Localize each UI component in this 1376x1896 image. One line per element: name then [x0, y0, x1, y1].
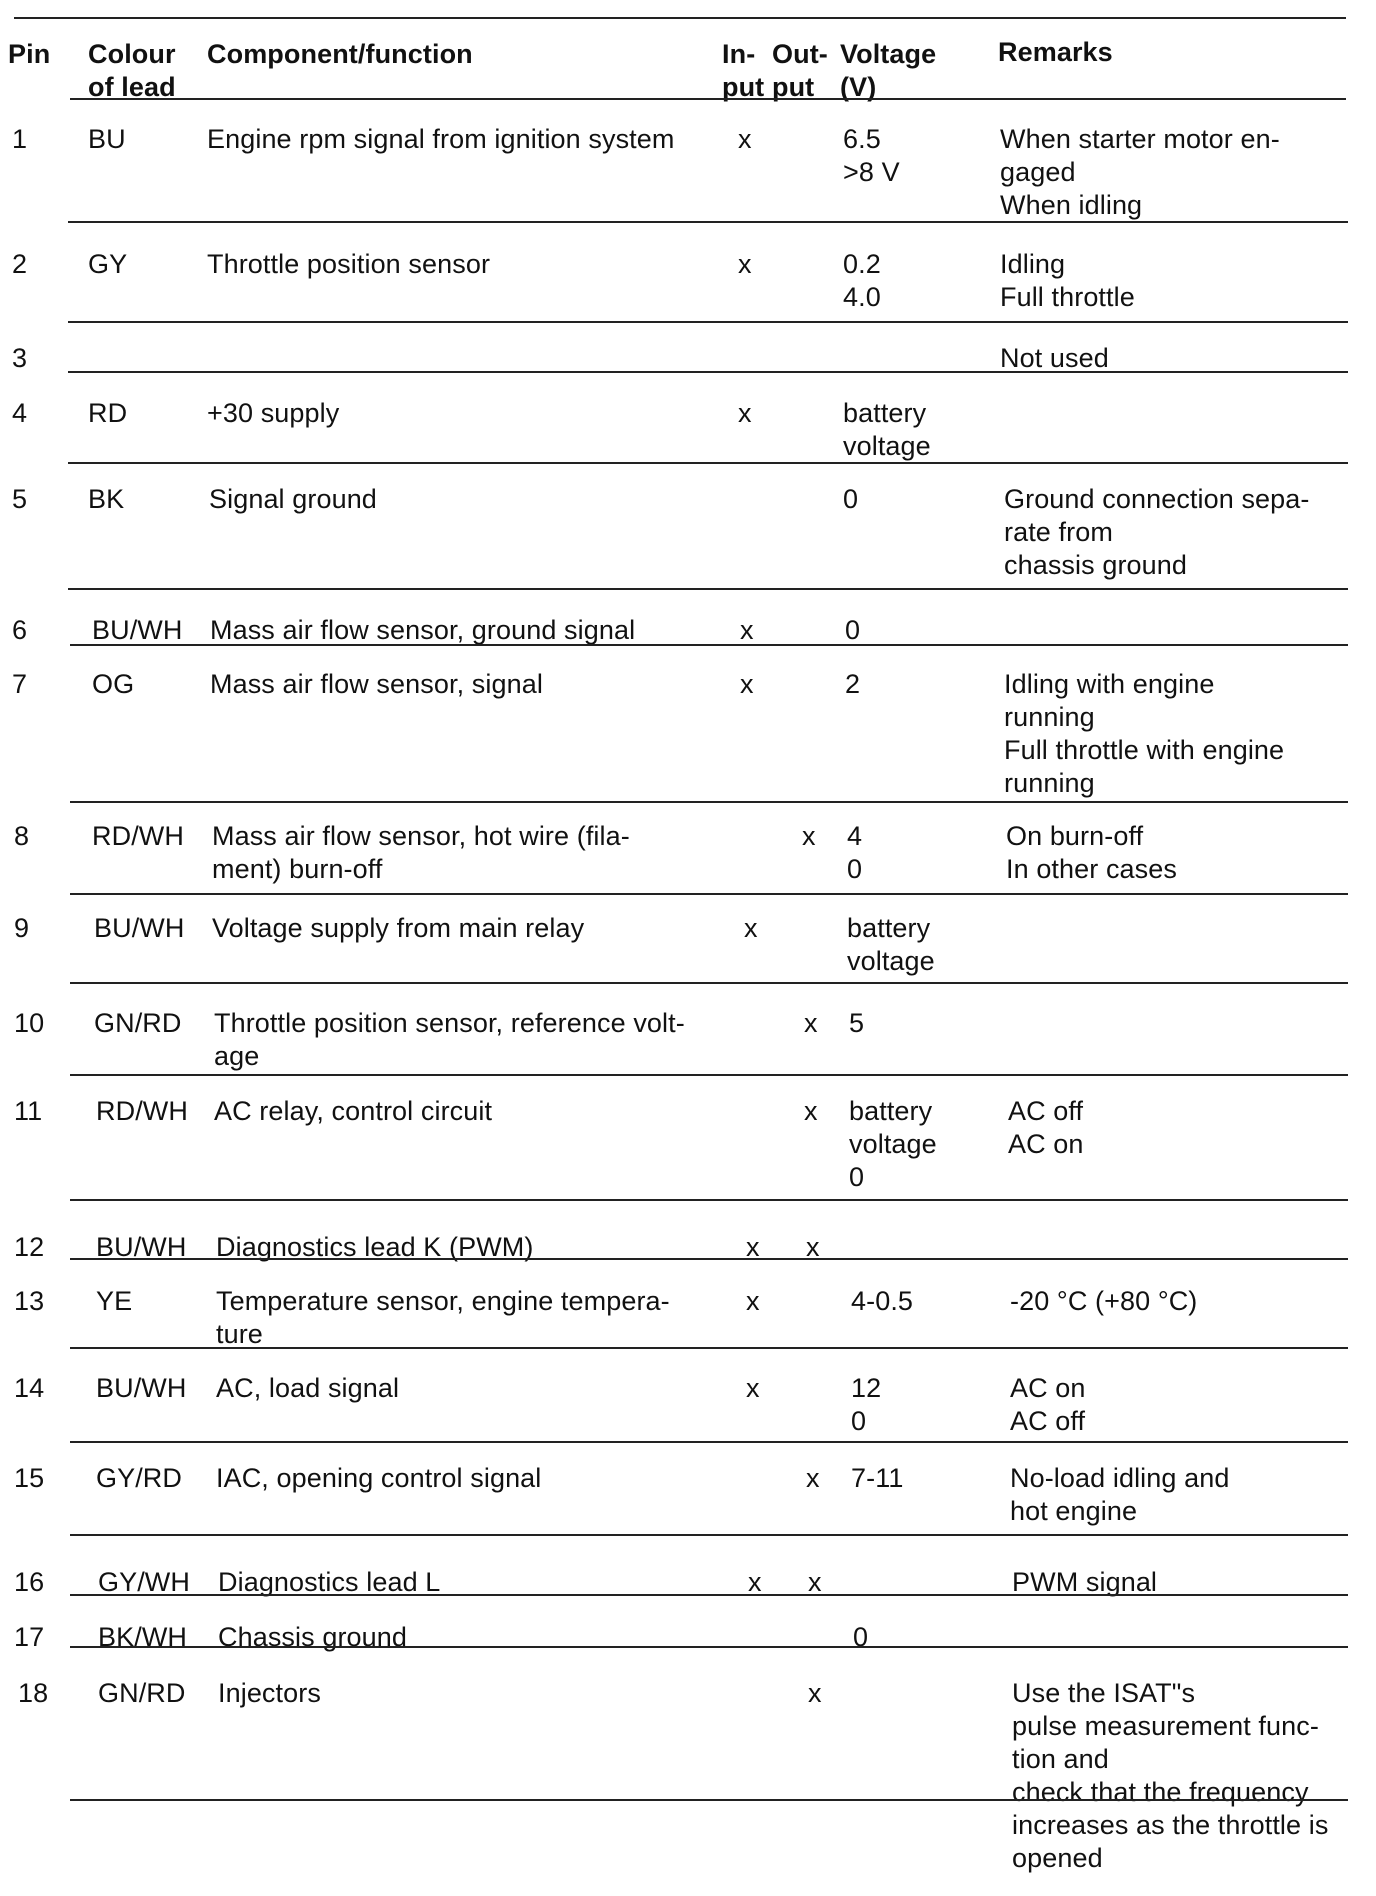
row-rule: [68, 462, 1348, 464]
cell-component: Mass air flow sensor, ground signal: [210, 615, 636, 645]
cell-output: x: [808, 1567, 822, 1597]
cell-input: x: [738, 249, 752, 279]
cell-input: x: [744, 913, 758, 943]
cell-colour: BU: [88, 124, 126, 154]
cell-component: AC, load signal: [216, 1373, 400, 1403]
cell-colour: GY/RD: [96, 1463, 183, 1493]
cell-output: x: [802, 821, 816, 851]
cell-component: Signal ground: [209, 484, 377, 514]
cell-pin: 3: [12, 343, 28, 373]
cell-remarks: Idling Full throttle: [1000, 249, 1135, 312]
cell-pin: 1: [12, 124, 28, 154]
cell-remarks: Idling with engine running Full throttle with engine running: [1004, 669, 1285, 798]
cell-colour: RD/WH: [92, 821, 184, 851]
cell-component: +30 supply: [207, 398, 340, 428]
cell-remarks: AC off AC on: [1008, 1096, 1084, 1159]
cell-colour: BK: [88, 484, 125, 514]
cell-colour: OG: [92, 669, 135, 699]
table-top-rule: [14, 17, 1346, 19]
cell-remarks: When starter motor en- gaged When idling: [1000, 124, 1280, 220]
cell-component: Mass air flow sensor, signal: [210, 669, 543, 699]
cell-pin: 5: [12, 484, 28, 514]
header-pin: Pin: [8, 39, 51, 69]
cell-component: Engine rpm signal from ignition system: [207, 124, 675, 154]
cell-output: x: [804, 1096, 818, 1126]
row-rule: [70, 982, 1348, 984]
cell-voltage: battery voltage: [843, 398, 931, 461]
cell-voltage: 7-11: [851, 1463, 904, 1493]
cell-input: x: [748, 1567, 762, 1597]
cell-component: Throttle position sensor: [207, 249, 491, 279]
header-component: Component/function: [207, 39, 473, 69]
row-rule: [70, 1258, 1348, 1260]
cell-component: Temperature sensor, engine tempera- ture: [216, 1286, 670, 1349]
cell-output: x: [806, 1463, 820, 1493]
cell-input: x: [746, 1232, 760, 1262]
cell-output: x: [806, 1232, 820, 1262]
cell-pin: 18: [18, 1678, 49, 1708]
cell-remarks: No-load idling and hot engine: [1010, 1463, 1230, 1526]
cell-pin: 11: [14, 1096, 43, 1126]
cell-pin: 14: [14, 1373, 45, 1403]
cell-input: x: [740, 669, 754, 699]
cell-voltage: 0: [843, 484, 859, 514]
cell-pin: 16: [14, 1567, 45, 1597]
cell-input: x: [746, 1286, 760, 1316]
cell-remarks: On burn-off In other cases: [1006, 821, 1177, 884]
cell-voltage: 0.2 4.0: [843, 249, 881, 312]
cell-output: x: [808, 1678, 822, 1708]
cell-remarks: -20 °C (+80 °C): [1010, 1286, 1198, 1316]
cell-pin: 15: [14, 1463, 45, 1493]
header-voltage: Voltage (V): [840, 39, 937, 102]
cell-colour: YE: [96, 1286, 133, 1316]
cell-pin: 2: [12, 249, 28, 279]
cell-colour: BK/WH: [98, 1622, 188, 1652]
cell-pin: 17: [14, 1622, 45, 1652]
row-rule: [70, 1441, 1348, 1443]
cell-input: x: [746, 1373, 760, 1403]
cell-remarks: Ground connection sepa- rate from chassis ground: [1004, 484, 1310, 580]
cell-colour: BU/WH: [96, 1373, 187, 1403]
cell-component: Injectors: [218, 1678, 321, 1708]
cell-component: IAC, opening control signal: [216, 1463, 542, 1493]
row-rule: [68, 588, 1348, 590]
row-rule: [70, 1347, 1348, 1349]
cell-pin: 7: [12, 669, 28, 699]
cell-component: Diagnostics lead K (PWM): [216, 1232, 534, 1262]
cell-voltage: battery voltage 0: [849, 1096, 937, 1192]
cell-colour: BU/WH: [94, 913, 185, 943]
row-rule: [70, 801, 1348, 803]
cell-component: Throttle position sensor, reference volt- age: [214, 1008, 685, 1071]
row-rule: [68, 371, 1348, 373]
cell-pin: 9: [14, 913, 30, 943]
cell-remarks: Use the ISAT"s pulse measurement func- tion and check that the frequency increases as the throttle is opened: [1012, 1678, 1329, 1873]
cell-colour: GN/RD: [98, 1678, 186, 1708]
cell-colour: RD/WH: [96, 1096, 188, 1126]
row-rule: [70, 893, 1348, 895]
cell-pin: 4: [12, 398, 28, 428]
row-rule: [68, 221, 1348, 223]
cell-colour: GY: [88, 249, 128, 279]
cell-voltage: 0: [845, 615, 861, 645]
row-rule: [70, 644, 1348, 646]
cell-pin: 12: [14, 1232, 45, 1262]
row-rule: [68, 321, 1348, 323]
cell-component: Mass air flow sensor, hot wire (fila- ment) burn-off: [212, 821, 630, 884]
cell-colour: BU/WH: [96, 1232, 187, 1262]
cell-pin: 8: [14, 821, 30, 851]
cell-voltage: 0: [853, 1622, 869, 1652]
cell-voltage: 2: [845, 669, 861, 699]
cell-output: x: [804, 1008, 818, 1038]
header-input: In- put: [722, 39, 765, 102]
row-rule: [70, 1646, 1348, 1648]
cell-colour: RD: [88, 398, 128, 428]
header-remarks: Remarks: [998, 37, 1113, 67]
row-rule: [70, 1534, 1348, 1536]
cell-voltage: 4-0.5: [851, 1286, 914, 1316]
row-rule: [70, 1074, 1348, 1076]
cell-component: Voltage supply from main relay: [212, 913, 585, 943]
row-rule: [70, 1594, 1348, 1596]
cell-component: Chassis ground: [218, 1622, 408, 1652]
cell-colour: GY/WH: [98, 1567, 190, 1597]
cell-input: x: [738, 398, 752, 428]
header-colour: Colour of lead: [88, 39, 176, 102]
cell-voltage: 12 0: [851, 1373, 882, 1436]
header-output: Out- put: [772, 39, 828, 102]
cell-component: AC relay, control circuit: [214, 1096, 493, 1126]
cell-remarks: Not used: [1000, 343, 1109, 373]
row-rule: [70, 1199, 1348, 1201]
cell-pin: 10: [14, 1008, 45, 1038]
cell-voltage: battery voltage: [847, 913, 935, 976]
cell-pin: 13: [14, 1286, 45, 1316]
cell-colour: GN/RD: [94, 1008, 182, 1038]
cell-component: Diagnostics lead L: [218, 1567, 441, 1597]
cell-voltage: 5: [849, 1008, 865, 1038]
cell-colour: BU/WH: [92, 615, 183, 645]
cell-remarks: AC on AC off: [1010, 1373, 1086, 1436]
cell-remarks: PWM signal: [1012, 1567, 1158, 1597]
header-rule: [70, 98, 1346, 100]
row-rule: [70, 1799, 1348, 1801]
cell-input: x: [738, 124, 752, 154]
cell-voltage: 4 0: [847, 821, 863, 884]
cell-input: x: [740, 615, 754, 645]
cell-voltage: 6.5 >8 V: [843, 124, 900, 187]
cell-pin: 6: [12, 615, 28, 645]
